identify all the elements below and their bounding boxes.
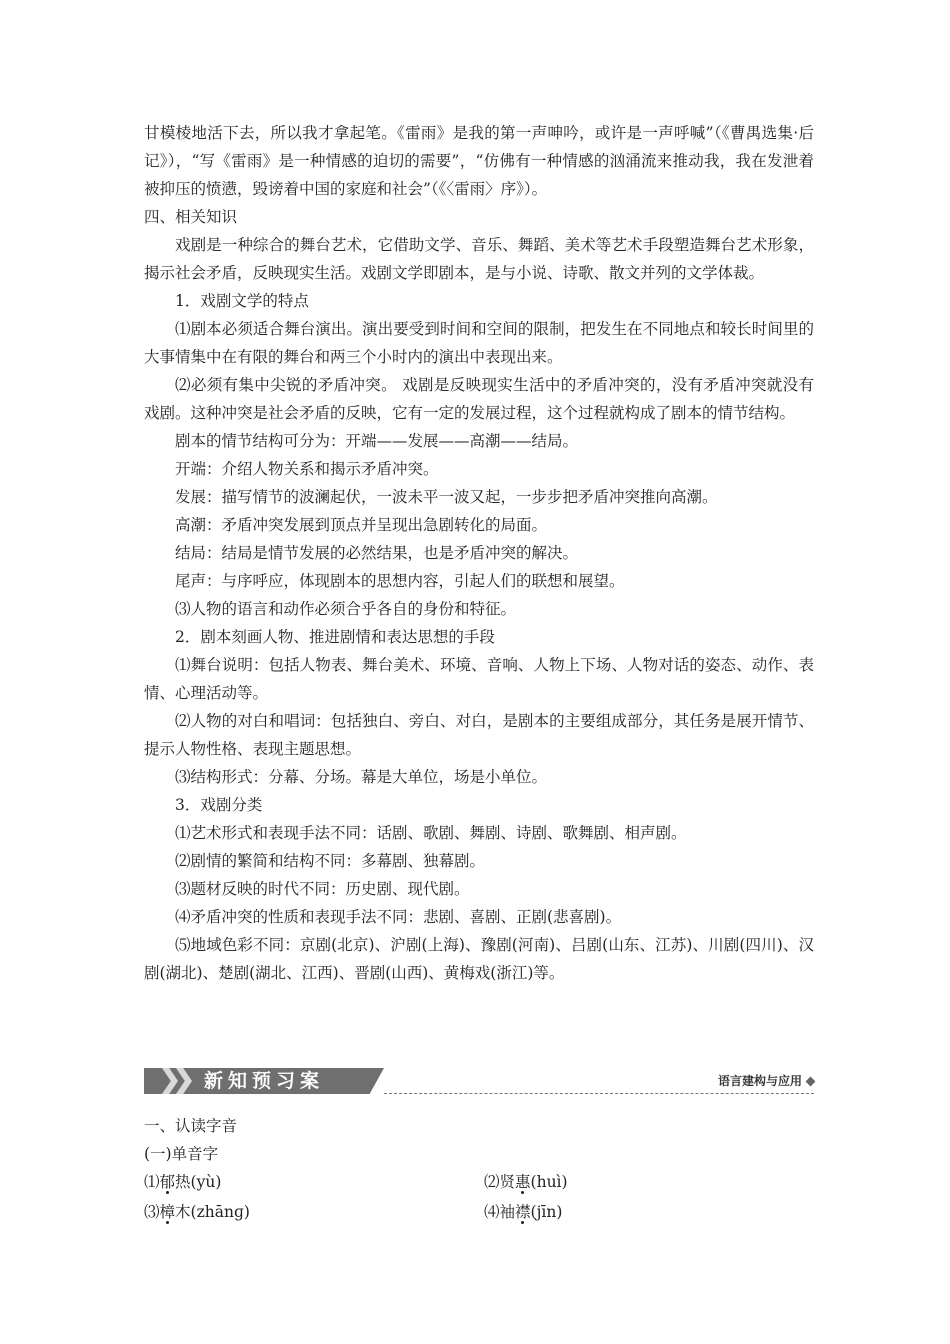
dotted-character: 郁 [159,1173,176,1191]
dotted-character: 惠 [515,1173,531,1191]
paragraph: ⑴艺术形式和表现手法不同：话剧、歌剧、舞剧、诗剧、歌舞剧、相声剧。 [175,824,687,842]
paragraph: ⑶结构形式：分幕、分场。幕是大单位，场是小单位。 [175,768,548,786]
diamond-icon [806,1077,816,1087]
paragraph: ⑴剧本必须适合舞台演出。演出要受到时间和空间的限制，把发生在不同地点和较长时间里的大事情集中在有限的舞台和两三个小时内的演出中表现出来。 [144,320,814,366]
item-row [144,1198,814,1228]
banner-tag [718,1071,814,1091]
dotted-character: 樟 [159,1203,176,1221]
pronunciation-item: ⑵贤惠(huì) [484,1173,568,1191]
paragraph: ⑵必须有集中尖锐的矛盾冲突。 戏剧是反映现实生活中的矛盾冲突的，没有矛盾冲突就没有戏剧。这种冲突是社会矛盾的反映，它有一定的发展过程，这个过程就构成了剧本的情节结构。 [144,376,814,422]
paragraph: 尾声：与序呼应，体现剧本的思想内容，引起人们的联想和展望。 [175,572,625,590]
paragraph: ⑶题材反映的时代不同：历史剧、现代剧。 [175,880,470,898]
paragraph: 甘模棱地活下去，所以我才拿起笔。《雷雨》是我的第一声呻吟，或许是一声呼喊”（《曹禺选集·后记》），“写《雷雨》是一种情感的迫切的需要”，“仿佛有一种情感的汹涌流来推动我，我在发泄着被抑压的愤懑，毁谤着中国的家庭和社会”（《〈雷雨〉序》）。 [144,124,814,198]
paragraph: ⑶人物的语言和动作必须合乎各自的身份和特征。 [175,600,517,618]
paragraph: ⑴舞台说明：包括人物表、舞台美术、环境、音响、人物上下场、人物对话的姿态、动作、表情、心理活动等。 [144,656,814,702]
section-subheading: (一)单音字 [144,1145,219,1163]
paragraph: 剧本的情节结构可分为：开端——发展——高潮——结局。 [175,432,579,450]
item-row [144,1168,814,1198]
paragraph: 发展：描写情节的波澜起伏，一波未平一波又起，一步步把矛盾冲突推向高潮。 [175,488,718,506]
section-banner [144,1064,814,1098]
paragraph: 2．剧本刻画人物、推进剧情和表达思想的手段 [175,628,495,646]
banner-dashed-rule [384,1093,814,1094]
pronunciation-item: ⑶樟木(zhānɡ) [144,1203,250,1221]
paragraph: ⑵剧情的繁简和结构不同：多幕剧、独幕剧。 [175,852,486,870]
dotted-character: 襟 [515,1203,531,1221]
paragraph: 四、相关知识 [144,208,238,226]
paragraph: 结局：结局是情节发展的必然结果，也是矛盾冲突的解决。 [175,544,579,562]
paragraph: ⑷矛盾冲突的性质和表现手法不同：悲剧、喜剧、正剧(悲喜剧)。 [175,908,622,926]
paragraph: ⑵人物的对白和唱词：包括独白、旁白、对白，是剧本的主要组成部分，其任务是展开情节、提示人物性格、表现主题思想。 [144,712,814,758]
pronunciation-item: ⑴郁热(yù) [144,1173,222,1191]
paragraph: 戏剧是一种综合的舞台艺术，它借助文学、音乐、舞蹈、美术等艺术手段塑造舞台艺术形象，揭示社会矛盾，反映现实生活。戏剧文学即剧本，是与小说、诗歌、散文并列的文学体裁。 [144,236,814,282]
banner-title: 新知预习案 [204,1070,325,1092]
section-heading: 一、认读字音 [144,1117,238,1135]
paragraph: 开端：介绍人物关系和揭示矛盾冲突。 [175,460,439,478]
banner-tag-label: 语言建构与应用 [717,1074,802,1088]
paragraph: 1．戏剧文学的特点 [175,292,309,310]
pronunciation-section [144,1112,814,1228]
body-text [144,119,814,987]
paragraph: 3．戏剧分类 [175,796,263,814]
paragraph: ⑸地域色彩不同：京剧(北京)、沪剧(上海)、豫剧(河南)、吕剧(山东、江苏)、川剧(四川)、汉剧(湖北)、楚剧(湖北、江西)、晋剧(山西)、黄梅戏(浙江)等。 [144,936,814,982]
paragraph: 高潮：矛盾冲突发展到顶点并呈现出急剧转化的局面。 [175,516,548,534]
pronunciation-item: ⑷袖襟(jīn) [484,1203,563,1221]
